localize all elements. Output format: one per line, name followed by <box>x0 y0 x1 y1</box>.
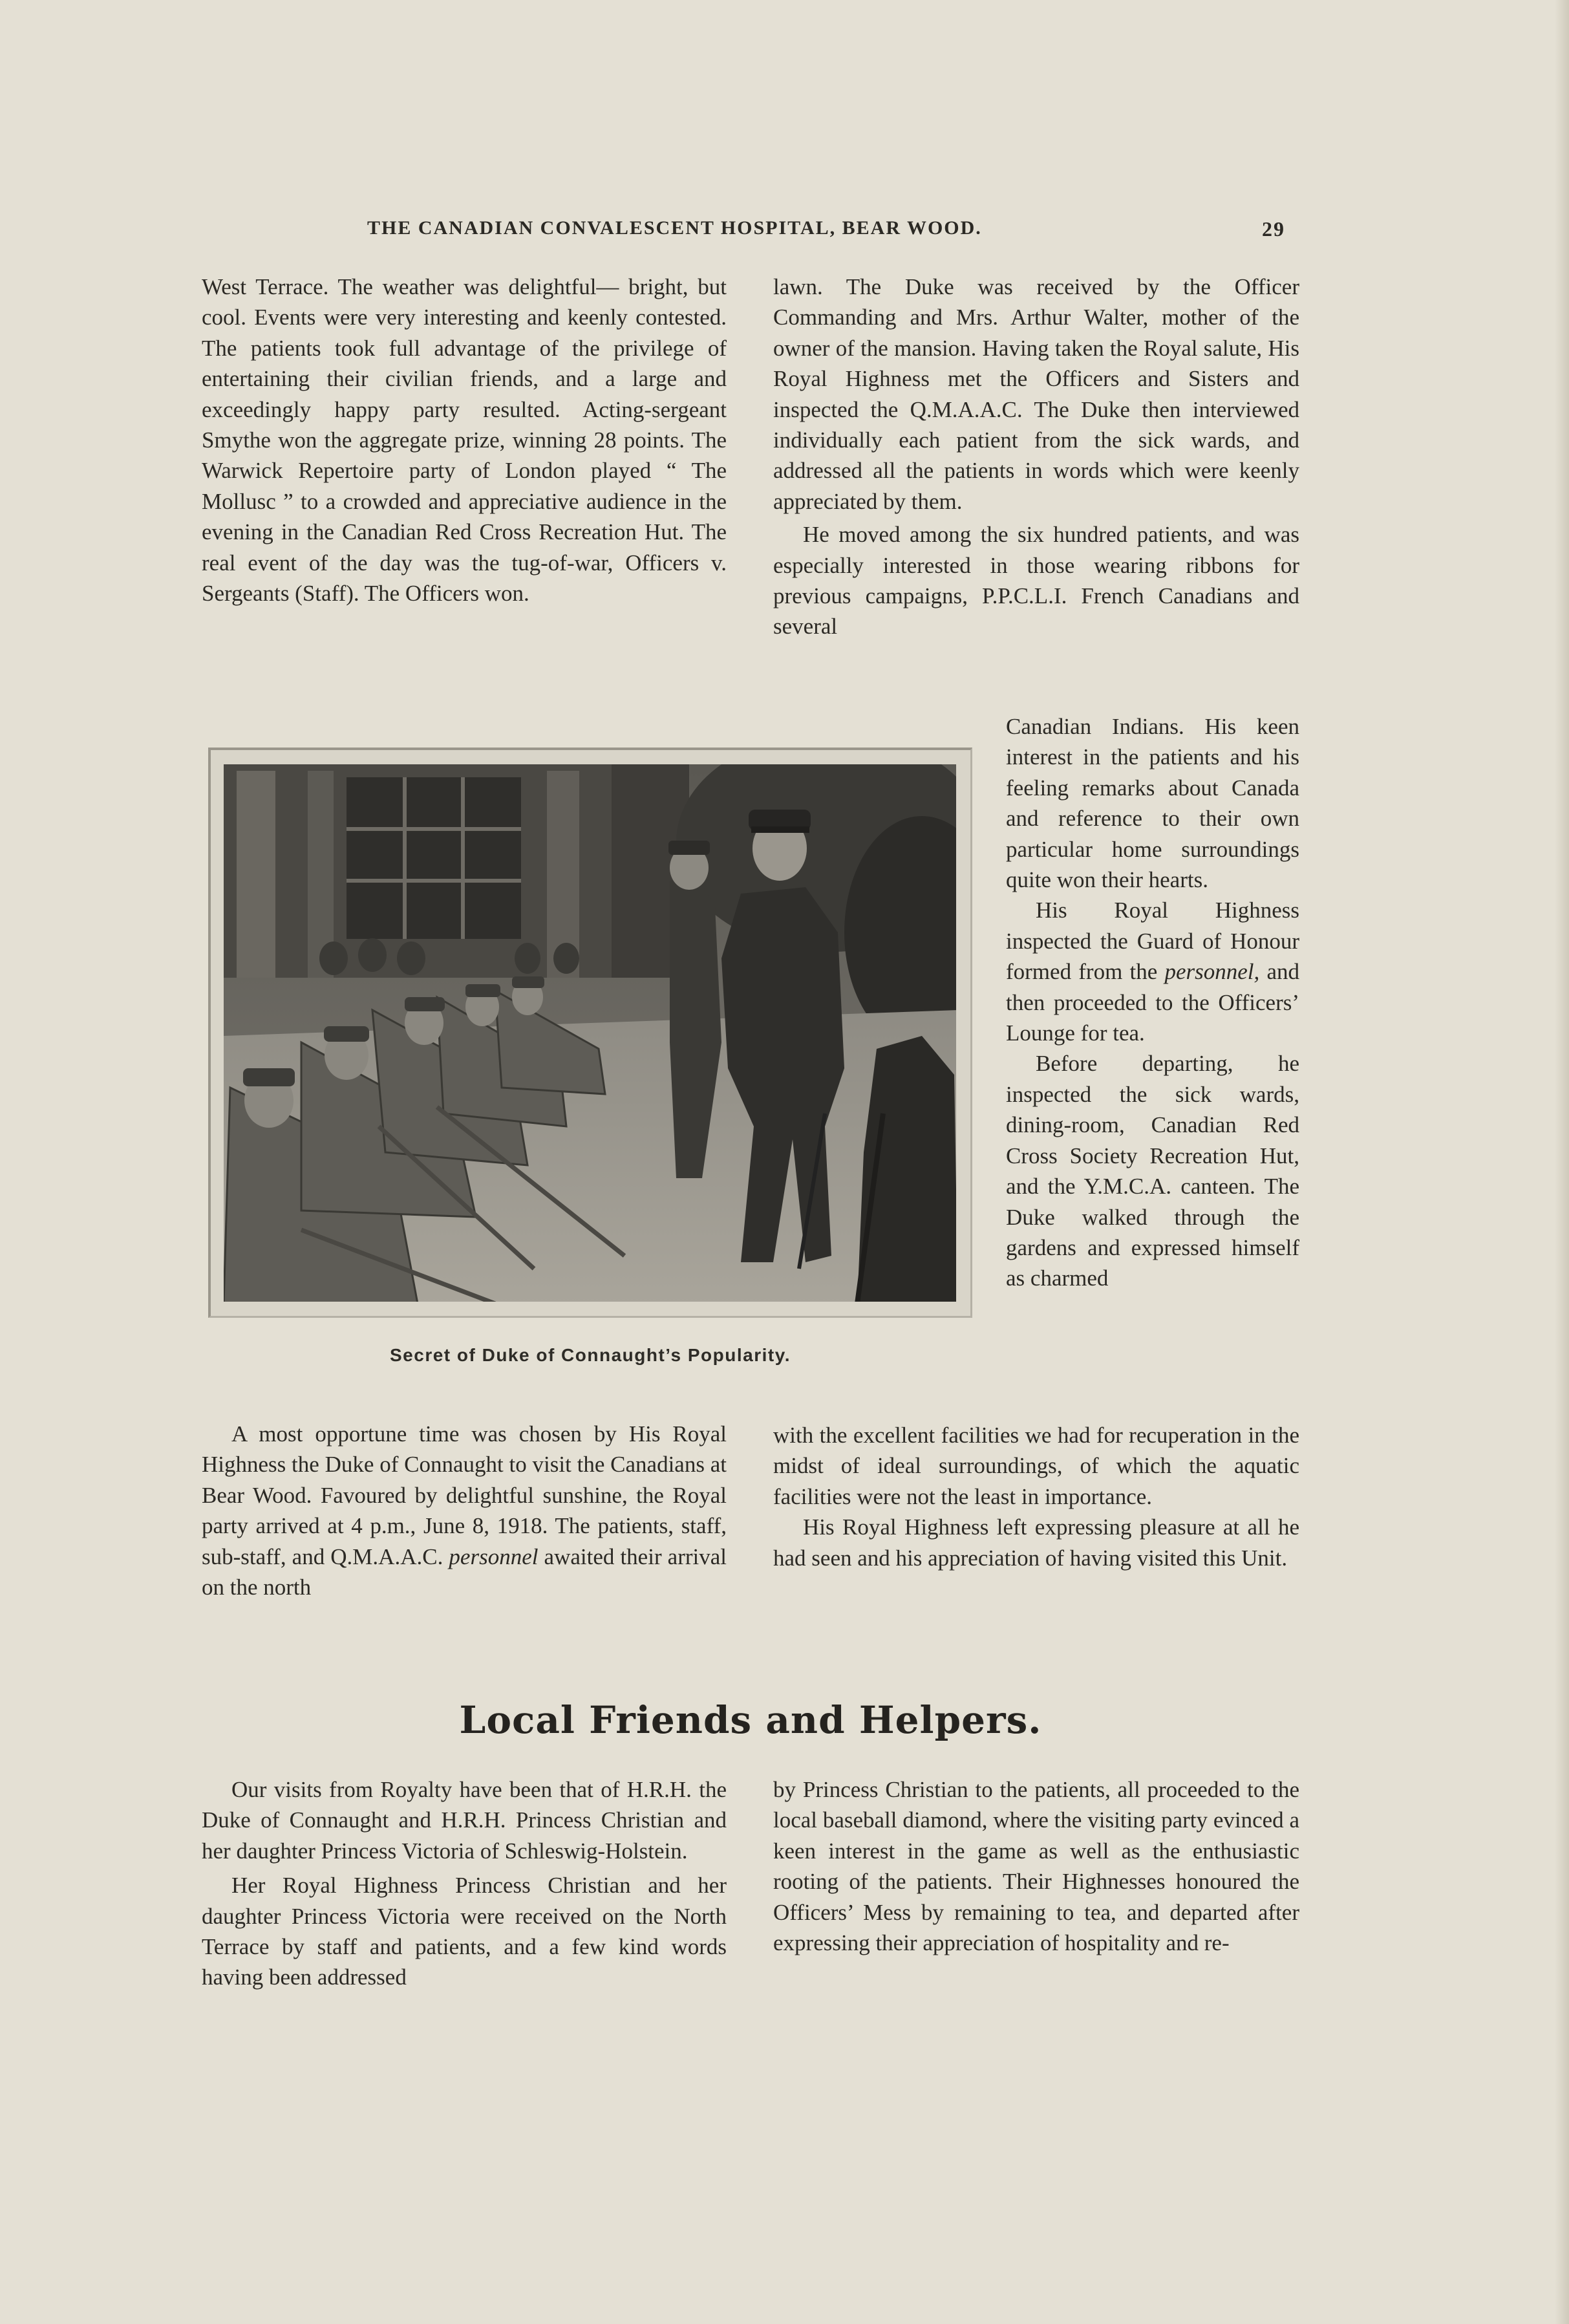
paragraph: West Terrace. The weather was delightful— bright, but cool. Events were very interesting and keenly contested. The patients took full advantage of the privilege of entertaining their civilian friends, and a large and exceedingly happy party resulted. Acting-sergeant Smythe won the aggregate prize, winning 28 points. The Warwick Repertoire party of London played “ The Mollusc ” to a crowded and appreciative audience in the evening in the Canadian Red Cross Recreation Hut. The real event of the day was the tug-of-war, Officers v. Sergeants (Staff). The Officers won. <box>202 274 727 607</box>
section-heading: Local Friends and Helpers. <box>459 1698 1042 1742</box>
page-number: 29 <box>1262 217 1285 241</box>
text-run: His Royal Highness inspected the Guard of Honour formed from the <box>1006 898 1299 985</box>
italic-word: personnel <box>449 1544 539 1569</box>
paragraph: lawn. The Duke was received by the Officer Commanding and Mrs. Arthur Walter, mother of the owner of the mansion. Having taken the Royal salute, His Royal Highness met the Officers and Sisters and inspected the Q.M.A.A.C. The Duke then interviewed individually each patient from the sick wards, and addressed all the patients in words which were keenly appreciated by them. <box>773 274 1299 514</box>
section-column-2 <box>773 1774 1299 1958</box>
column-2-lower <box>773 1420 1299 1573</box>
text-run: A most opportune time was chosen by His Royal Highness the Duke of Connaught to visit the Canadians at Bear Wood. Favoured by delightful sunshine, the Royal party arrived at 4 p.m., June 8, 1918. The patients, staff, sub-staff, and Q.M.A.A.C. <box>202 1421 727 1569</box>
paragraph: Canadian Indians. His keen interest in the patients and his feeling remarks about Canada and reference to their own particular home surroundings quite won their hearts. <box>1006 714 1299 893</box>
paragraph <box>202 1419 727 1602</box>
paragraph: by Princess Christian to the patients, all proceeded to the local baseball diamond, where the visiting party evinced a keen interest in the game as well as the enthusiastic rooting of the patients. Their Highnesses honoured the Officers’ Mess by remaining to tea, and departed after expressing their appreciation of hospitality and re- <box>773 1777 1299 1956</box>
paragraph: with the excellent facilities we had for recuperation in the midst of ideal surroundings, of which the aquatic facilities were not the least in importance. <box>773 1423 1299 1509</box>
paragraph <box>1006 895 1299 1048</box>
paragraph: He moved among the six hundred patients, and was especially interested in those wearing ribbons for previous campaigns, P.P.C.L.I. French Canadians and several <box>773 522 1299 640</box>
paragraph: His Royal Highness left expressing pleasure at all he had seen and his appreciation of having visited this Unit. <box>773 1514 1299 1571</box>
paragraph: Our visits from Royalty have been that of H.R.H. the Duke of Connaught and H.R.H. Princess Christian and her daughter Princess Victoria of Schleswig-Holstein. <box>202 1777 727 1864</box>
paragraph: Her Royal Highness Princess Christian and her daughter Princess Victoria were received on the North Terrace by staff and patients, and a few kind words having been addressed <box>202 1873 727 1990</box>
photograph <box>208 748 972 1318</box>
paragraph: Before departing, he inspected the sick wards, dining-room, Canadian Red Cross Society Recreation Hut, and the Y.M.C.A. canteen. The Duke walked through the gardens and expressed himself as charmed <box>1006 1051 1299 1291</box>
photo-caption: Secret of Duke of Connaught’s Popularity. <box>390 1345 791 1365</box>
column-2-top <box>773 272 1299 642</box>
column-2-narrow <box>1006 711 1299 1294</box>
text-run: and then proceeded to the Officers’ Lounge for tea. <box>1006 959 1299 1046</box>
column-1-lower <box>202 1419 727 1602</box>
column-1-top <box>202 272 727 608</box>
running-header <box>367 217 1285 250</box>
italic-word: personnel, <box>1164 959 1260 985</box>
photo-duke-with-patients <box>224 764 956 1302</box>
text-run: awaited their arrival on the north <box>202 1544 727 1600</box>
header-title: THE CANADIAN CONVALESCENT HOSPITAL, BEAR WOOD. <box>367 217 982 239</box>
page-edge <box>1555 0 1569 2324</box>
photo-image <box>224 764 956 1302</box>
section-column-1 <box>202 1774 727 1993</box>
